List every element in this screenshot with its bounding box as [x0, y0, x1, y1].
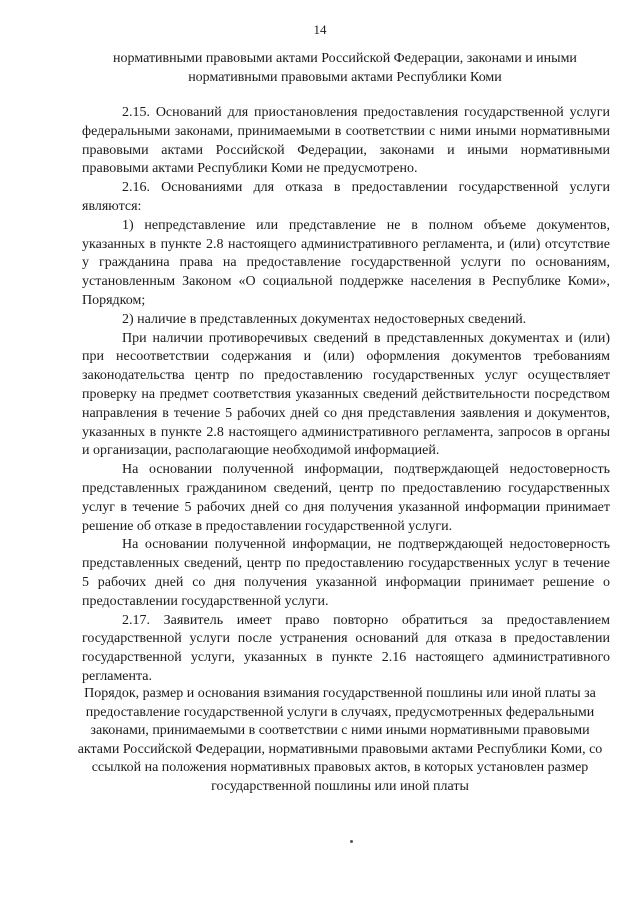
page-number: 14 [313, 22, 327, 37]
paragraph-refusal-decision: На основании полученной информации, подтверждающей недостоверность представленных гражданином сведений, центр по предоставлению государственных услуг в течение 5 рабочих дней со дня получения указанной информации принимает решение об отказе в предоставлении государственной услуги. [82, 462, 610, 534]
document-body [82, 104, 610, 687]
paragraph-item-1: 1) непредставление или представление не в полном объеме документов, указанных в пункте 2.8 настоящего административного регламента, и (или) отсутствие у гражданина права на предоставление государственной услуги по основаниям, установленным Законом «О социальной поддержке населения в Республике Коми», Порядком; [82, 217, 610, 308]
paragraph-2-17: 2.17. Заявитель имеет право повторно обратиться за предоставлением государственной услуги после устранения оснований для отказа в предоставлении государственной услуги, указанных в пункте 2.16 настоящего административного регламента. [82, 612, 610, 684]
section-heading-bottom: Порядок, размер и основания взимания государственной пошлины или иной платы за предоставление государственной услуги в случаях, предусмотренных федеральными законами, принимаемыми в соответствии с ними иными нормативными правовыми актами Российской Федерации, нормативными правовыми актами Республики Коми, со ссылкой на положения нормативных правовых актов, в которых установлен размер государственной пошлины или иной платы [77, 686, 603, 794]
paragraph-contradictory: При наличии противоречивых сведений в представленных документах и (или) при несоответствии содержания и (или) оформления документов требованиям законодательства центр по предоставлению государственных услуг осуществляет проверку на предмет соответствия указанных сведений действительности посредством направления в течение 5 рабочих дней со дня представления заявления и документов, указанных в пункте 2.8 настоящего административного регламента, запросов в органы и организации, располагающие необходимой информацией. [82, 330, 610, 459]
paragraph-2-16: 2.16. Основаниями для отказа в предоставлении государственной услуги являются: [82, 180, 610, 214]
paragraph-item-2: 2) наличие в представленных документах недостоверных сведений. [122, 311, 527, 327]
paragraph-grant-decision: На основании полученной информации, не подтверждающей недостоверность представленных сведений, центр по предоставлению государственных услуг в течение 5 рабочих дней со дня получения указанной информации принимает решение о предоставлении государственной услуги. [82, 537, 610, 609]
section-heading-top: нормативными правовыми актами Российской Федерации, законами и иными нормативными правовыми актами Республики Коми [113, 51, 577, 85]
paragraph-2-15: 2.15. Оснований для приостановления предоставления государственной услуги федеральными законами, принимаемыми в соответствии с ними иными нормативными правовыми актами Российской Федерации, законами и иными нормативными правовыми актами Республики Коми не предусмотрено. [82, 105, 610, 177]
scan-speck [350, 840, 353, 843]
